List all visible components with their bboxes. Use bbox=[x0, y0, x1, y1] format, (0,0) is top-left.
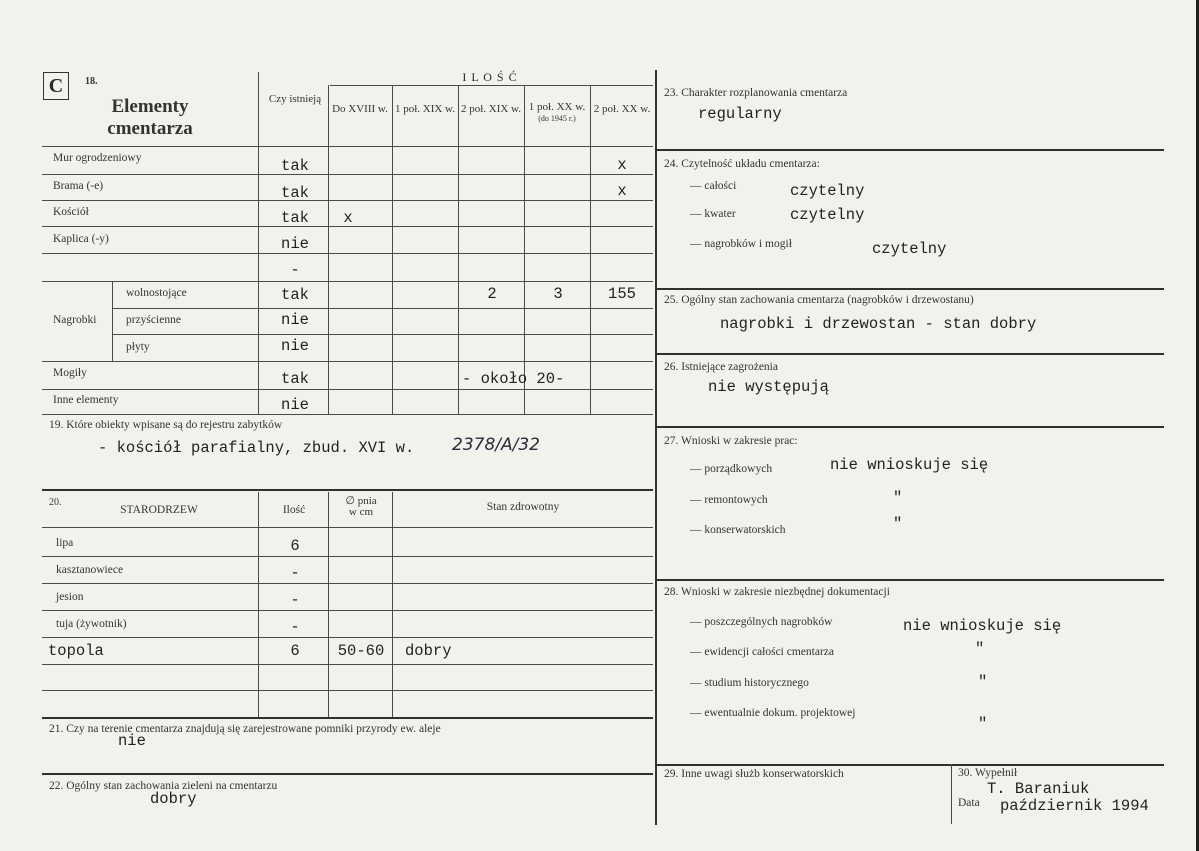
q28-item-ewid-value: " bbox=[975, 640, 985, 658]
header-col4-text: 1 poł. XX w. bbox=[528, 101, 586, 113]
nagrobki-przysc-exists: nie bbox=[281, 311, 309, 329]
q19-value: - kościół parafialny, zbud. XVI w. bbox=[98, 439, 415, 457]
nagrobki-group-label: Nagrobki bbox=[53, 314, 97, 326]
q19-label: 19. Które obiekty wpisane są do rejestru zabytków bbox=[49, 419, 283, 431]
row-kosciol-label: Kościół bbox=[53, 206, 89, 218]
section-number: 18. bbox=[85, 76, 98, 87]
q27-item-porz-value: nie wnioskuje się bbox=[830, 456, 989, 474]
q28-item-proj-value: " bbox=[978, 715, 988, 733]
q22-label: 22. Ogólny stan zachowania zieleni na cmentarzu bbox=[49, 780, 278, 792]
t2-header-diam-sub: w cm bbox=[348, 506, 374, 518]
t2-row-kasztan-label: kasztanowiece bbox=[56, 564, 124, 576]
t2-row-jesion-count: - bbox=[290, 591, 300, 609]
header-col2: 1 poł. XIX w. bbox=[394, 103, 456, 115]
t2-header-diam-text: ∅ pnia bbox=[345, 495, 377, 507]
q28-item-stud-value: " bbox=[978, 673, 988, 691]
q24-label: 24. Czytelność układu cmentarza: bbox=[664, 158, 820, 170]
nagrobki-wolno-col3: 2 bbox=[487, 285, 497, 303]
q27-item-kons-value: " bbox=[893, 515, 903, 533]
nagrobki-przysc-label: przyścienne bbox=[126, 314, 181, 326]
q21-value: nie bbox=[118, 732, 146, 750]
row-brama-exists: tak bbox=[281, 184, 309, 202]
t2-row-tuja-count: - bbox=[290, 618, 300, 636]
row-empty-exists: - bbox=[290, 261, 300, 279]
inne-label: Inne elementy bbox=[53, 394, 119, 406]
t2-row-topola-count: 6 bbox=[290, 642, 300, 660]
row-mur-exists: tak bbox=[281, 157, 309, 175]
q28-item-stud-label: — studium historycznego bbox=[690, 677, 809, 689]
row-kaplica-label: Kaplica (-y) bbox=[53, 233, 109, 245]
section-letter: C bbox=[43, 72, 69, 100]
row-mur-col5: x bbox=[617, 156, 627, 174]
q29-label: 29. Inne uwagi służb konserwatorskich bbox=[664, 768, 844, 780]
q28-item-posz-label: — poszczególnych nagrobków bbox=[690, 616, 833, 628]
q25-label: 25. Ogólny stan zachowania cmentarza (nagrobków i drzewostanu) bbox=[664, 294, 974, 306]
q23-label: 23. Charakter rozplanowania cmentarza bbox=[664, 87, 848, 99]
q27-item-kons-label: — konserwatorskich bbox=[690, 524, 786, 536]
t2-header-health: Stan zdrowotny bbox=[486, 501, 560, 513]
t2-header-diam bbox=[330, 496, 392, 518]
row-brama-col5: x bbox=[617, 182, 627, 200]
t2-row-topola-diam: 50-60 bbox=[337, 642, 385, 660]
q24-item-calosc-label: — całości bbox=[690, 180, 737, 192]
row-mur-label: Mur ogrodzeniowy bbox=[53, 152, 142, 164]
header-exists: Czy istnieją bbox=[268, 93, 322, 105]
q30-label: 30. Wypełnił bbox=[958, 767, 1018, 779]
t2-header-name: STARODRZEW bbox=[120, 504, 198, 516]
t2-row-jesion-label: jesion bbox=[56, 591, 84, 603]
q30-name: T. Baraniuk bbox=[987, 780, 1090, 798]
q30-date: październik 1994 bbox=[1000, 797, 1149, 815]
mogily-label: Mogiły bbox=[53, 367, 87, 379]
nagrobki-wolno-col5: 155 bbox=[608, 285, 636, 303]
header-ilosc: I L O Ś Ć bbox=[462, 70, 518, 84]
q22-value: dobry bbox=[150, 790, 197, 808]
q30-date-label: Data bbox=[958, 797, 980, 809]
t2-row-topola-label: topola bbox=[48, 642, 104, 660]
t2-row-tuja-label: tuja (żywotnik) bbox=[56, 618, 127, 630]
nagrobki-plyty-label: płyty bbox=[126, 341, 150, 353]
mogily-exists: tak bbox=[281, 370, 309, 388]
mogily-value: - około 20- bbox=[462, 370, 565, 388]
q19-reg-no: 2378/A/32 bbox=[452, 435, 540, 455]
header-col4 bbox=[526, 102, 588, 124]
inne-exists: nie bbox=[281, 396, 309, 414]
t2-row-kasztan-count: - bbox=[290, 564, 300, 582]
section-title-line2: cmentarza bbox=[107, 118, 193, 139]
q26-value: nie występują bbox=[708, 378, 829, 396]
q27-item-porz-label: — porządkowych bbox=[690, 463, 773, 475]
section-title bbox=[90, 96, 210, 140]
t2-row-lipa-count: 6 bbox=[290, 537, 300, 555]
nagrobki-plyty-exists: nie bbox=[281, 337, 309, 355]
q24-item-calosc-value: czytelny bbox=[790, 182, 865, 200]
row-kosciol-exists: tak bbox=[281, 209, 309, 227]
q23-value: regularny bbox=[698, 105, 782, 123]
q28-label: 28. Wnioski w zakresie niezbędnej dokumentacji bbox=[664, 586, 890, 598]
q24-item-kwater-label: — kwater bbox=[690, 208, 736, 220]
q21-label: 21. Czy na terenie cmentarza znajdują się zarejestrowane pomniki przyrody ew. aleje bbox=[49, 723, 441, 735]
q24-item-kwater-value: czytelny bbox=[790, 206, 865, 224]
q26-label: 26. Istniejące zagrożenia bbox=[664, 361, 778, 373]
t2-number: 20. bbox=[49, 497, 62, 508]
section-title-line1: Elementy bbox=[111, 96, 189, 117]
header-col3: 2 poł. XIX w. bbox=[460, 103, 522, 115]
header-col1: Do XVIII w. bbox=[332, 103, 388, 115]
header-col4-sub: (do 1945 r.) bbox=[538, 114, 576, 123]
q28-item-proj-label: — ewentualnie dokum. projektowej bbox=[690, 707, 856, 719]
q25-value: nagrobki i drzewostan - stan dobry bbox=[720, 315, 1037, 333]
q24-item-nagrobkow-value: czytelny bbox=[872, 240, 947, 258]
t2-row-lipa-label: lipa bbox=[56, 537, 74, 549]
q27-item-rem-value: " bbox=[893, 489, 903, 507]
q27-label: 27. Wnioski w zakresie prac: bbox=[664, 435, 798, 447]
nagrobki-wolno-label: wolnostojące bbox=[126, 287, 187, 299]
t2-row-topola-health: dobry bbox=[405, 642, 452, 660]
nagrobki-wolno-exists: tak bbox=[281, 286, 309, 304]
row-kaplica-exists: nie bbox=[281, 235, 309, 253]
row-kosciol-col1: x bbox=[343, 209, 353, 227]
nagrobki-wolno-col4: 3 bbox=[553, 285, 563, 303]
q24-item-nagrobkow-label: — nagrobków i mogił bbox=[690, 238, 792, 250]
row-brama-label: Brama (-e) bbox=[53, 180, 104, 192]
q28-item-posz-value: nie wnioskuje się bbox=[903, 617, 1062, 635]
q27-item-rem-label: — remontowych bbox=[690, 494, 768, 506]
q28-item-ewid-label: — ewidencji całości cmentarza bbox=[690, 646, 834, 658]
t2-header-count: Ilość bbox=[282, 504, 306, 516]
header-col5: 2 poł. XX w. bbox=[593, 103, 651, 115]
